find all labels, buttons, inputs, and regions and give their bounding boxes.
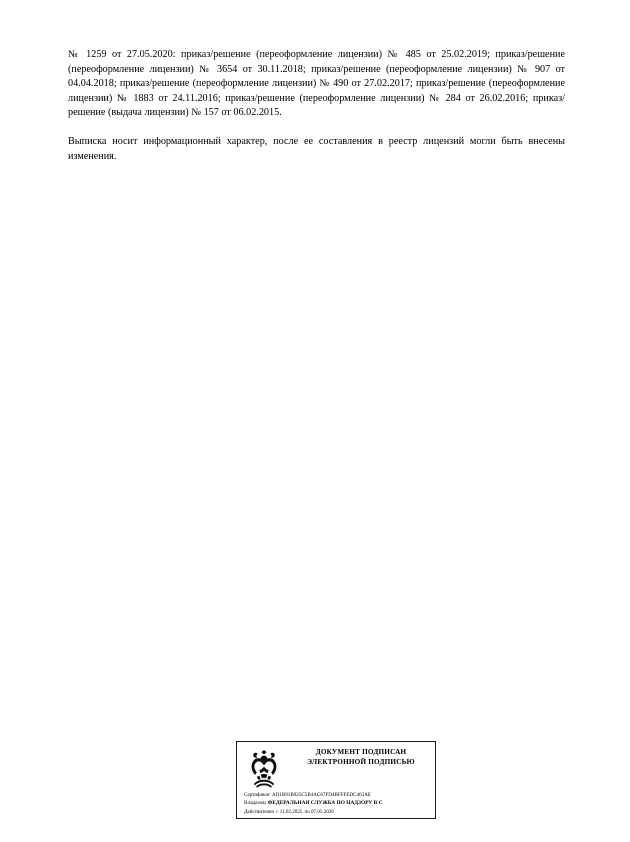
stamp-issuer-row	[244, 800, 430, 807]
stamp-title	[289, 748, 433, 767]
paragraph-orders-list: № 1259 от 27.05.2020: приказ/решение (переоформление лицензии) № 485 от 25.02.2019; приказ/решение (переоформление лицензии) № 3654 от 30.11.2018; приказ/решение (переоформление лицензии) № 907 от 04.04.2018; приказ/решение (переоформление лицензии) № 490 от 27.02.2017; приказ/решение (переоформление лицензии) № 1883 от 24.11.2016; приказ/решение (переоформление лицензии) № 284 от 26.02.2016; приказ/решение (выдача лицензии) № 157 от 06.02.2015.	[68, 49, 565, 119]
paragraph-disclaimer: Выписка носит информационный характер, после ее составления в реестр лицензий могли быть внесены изменения.	[68, 136, 565, 163]
document-body	[68, 48, 565, 165]
stamp-title-line-2: ЭЛЕКТРОННОЙ ПОДПИСЬЮ	[307, 757, 415, 766]
stamp-validity-to: по 07.05.2026	[304, 809, 334, 815]
electronic-signature-stamp	[236, 741, 436, 819]
stamp-issuer-value: ФЕДЕРАЛЬНАЯ СЛУЖБА ПО НАДЗОРУ В С	[267, 800, 383, 806]
stamp-certificate-label: Сертификат	[244, 792, 270, 798]
stamp-validity-label: Действителен	[244, 809, 275, 815]
stamp-validity-row	[244, 809, 430, 816]
stamp-title-line-1: ДОКУМЕНТ ПОДПИСАН	[315, 748, 407, 756]
stamp-certificate-value: AD1B91B925C5B4AC67FD4BFFFEDC463AE	[271, 792, 372, 798]
stamp-certificate-row	[244, 792, 430, 799]
double-headed-eagle-emblem-icon	[243, 747, 285, 791]
stamp-issuer-label: Владелец	[244, 800, 266, 806]
stamp-validity-from: с 11.02.2025	[276, 809, 303, 815]
